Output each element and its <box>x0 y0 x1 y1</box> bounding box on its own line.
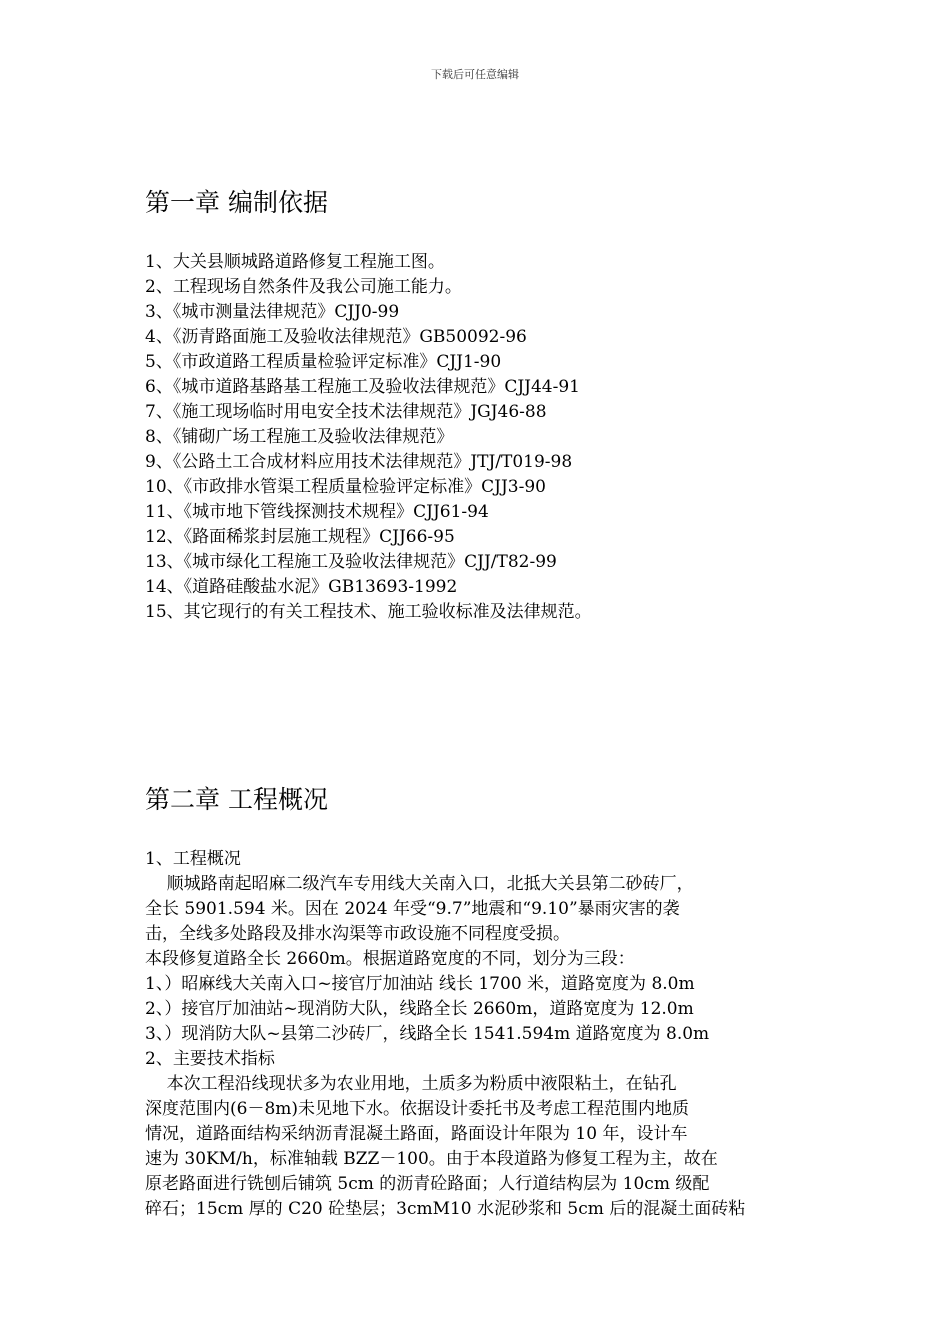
list-item: 3、《城市测量法律规范》CJJ0-99 <box>145 302 400 322</box>
segment-line: 1、）昭麻线大关南入口~接官厅加油站 线长 1700 米，道路宽度为 8.0m <box>145 974 695 994</box>
chapter-2-title: 第二章 工程概况 <box>145 785 328 814</box>
basis-list <box>145 250 592 625</box>
paragraph-line: 原老路面进行铣刨后铺筑 5cm 的沥青砼路面；人行道结构层为 10cm 级配 <box>145 1174 710 1194</box>
paragraph-line: 击，全线多处路段及排水沟渠等市政设施不同程度受损。 <box>145 924 570 944</box>
section-heading-overview: 1、工程概况 <box>145 849 241 869</box>
list-item: 2、工程现场自然条件及我公司施工能力。 <box>145 277 462 297</box>
segment-line: 2、）接官厅加油站~现消防大队，线路全长 2660m，道路宽度为 12.0m <box>145 999 694 1019</box>
paragraph-line: 碎石；15cm 厚的 C20 砼垫层；3cmM10 水泥砂浆和 5cm 后的混凝土面砖粘 <box>145 1199 746 1219</box>
paragraph-line: 顺城路南起昭麻二级汽车专用线大关南入口，北抵大关县第二砂砖厂， <box>145 874 694 894</box>
project-overview-body <box>145 847 805 1222</box>
paragraph-line: 速为 30KM/h，标准轴载 BZZ－100。由于本段道路为修复工程为主，故在 <box>145 1149 718 1169</box>
segment-line: 3、）现消防大队~县第二沙砖厂，线路全长 1541.594m 道路宽度为 8.0m <box>145 1024 710 1044</box>
list-item: 8、《铺砌广场工程施工及验收法律规范》 <box>145 427 454 447</box>
paragraph-line: 本次工程沿线现状多为农业用地，土质多为粉质中液限粘土，在钻孔 <box>145 1074 677 1094</box>
list-item: 11、《城市地下管线探测技术规程》CJJ61-94 <box>145 502 489 522</box>
list-item: 12、《路面稀浆封层施工规程》CJJ66-95 <box>145 527 455 547</box>
list-item: 14、《道路硅酸盐水泥》GB13693-1992 <box>145 577 458 597</box>
paragraph-line: 本段修复道路全长 2660m。根据道路宽度的不同，划分为三段： <box>145 949 635 969</box>
list-item: 5、《市政道路工程质量检验评定标准》CJJ1-90 <box>145 352 502 372</box>
paragraph-line: 情况，道路面结构采纳沥青混凝土路面，路面设计年限为 10 年，设计车 <box>145 1124 688 1144</box>
paragraph-line: 全长 5901.594 米。因在 2024 年受“9.7”地震和“9.10”暴雨灾害的袭 <box>145 899 680 919</box>
list-item: 10、《市政排水管渠工程质量检验评定标准》CJJ3-90 <box>145 477 546 497</box>
list-item: 4、《沥青路面施工及验收法律规范》GB50092-96 <box>145 327 527 347</box>
list-item: 15、其它现行的有关工程技术、施工验收标准及法律规范。 <box>145 602 592 622</box>
list-item: 6、《城市道路基路基工程施工及验收法律规范》CJJ44-91 <box>145 377 580 397</box>
list-item: 13、《城市绿化工程施工及验收法律规范》CJJ/T82-99 <box>145 552 557 572</box>
list-item: 9、《公路土工合成材料应用技术法律规范》JTJ/T019-98 <box>145 452 573 472</box>
section-heading-indicators: 2、主要技术指标 <box>145 1049 275 1069</box>
list-item: 7、《施工现场临时用电安全技术法律规范》JGJ46-88 <box>145 402 547 422</box>
page-header: 下载后可任意编辑 <box>431 68 519 81</box>
chapter-1-title: 第一章 编制依据 <box>145 188 328 217</box>
list-item: 1、大关县顺城路道路修复工程施工图。 <box>145 252 445 272</box>
paragraph-line: 深度范围内(6－8m)未见地下水。依据设计委托书及考虑工程范围内地质 <box>145 1099 690 1119</box>
